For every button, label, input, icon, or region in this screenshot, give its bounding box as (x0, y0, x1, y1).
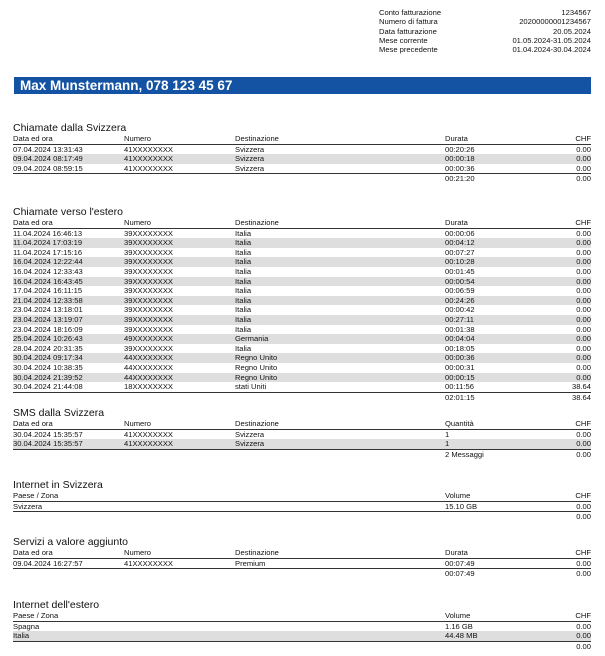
table-cell: 41XXXXXXXX (124, 144, 173, 154)
column-header: Destinazione (235, 419, 445, 429)
table-cell: 0.00 (560, 334, 591, 344)
column-header: Data ed ora (13, 548, 124, 558)
section-sms-switzerland (13, 407, 591, 459)
table-cell: Italia (235, 228, 252, 238)
table-cell: 23.04.2024 13:18:01 (13, 305, 83, 315)
section-table (13, 419, 591, 459)
table-cell (124, 631, 235, 641)
section-table (13, 548, 591, 579)
table-cell: 11.04.2024 17:03:19 (13, 238, 124, 248)
table-cell: 30.04.2024 15:35:57 (13, 439, 124, 449)
table-cell: Italia (235, 257, 445, 267)
total-cell (124, 174, 235, 184)
table-cell: 0.00 (576, 324, 591, 334)
table-row (13, 363, 591, 373)
table-cell: 0.00 (560, 631, 591, 641)
table-row (13, 315, 591, 325)
table-cell: 0.00 (576, 305, 591, 315)
total-cell: 00:21:20 (445, 174, 560, 184)
column-header: Durata (445, 548, 560, 558)
table-cell: 00:20:26 (445, 144, 475, 154)
table-cell: Regno Unito (235, 373, 445, 383)
table-cell: 0.00 (560, 238, 591, 248)
table-row (13, 353, 591, 363)
column-header: CHF (560, 419, 591, 429)
table-cell (235, 501, 445, 512)
table-cell: Svizzera (235, 144, 265, 154)
table-cell: 16.04.2024 12:22:44 (13, 257, 124, 267)
total-cell (13, 512, 124, 522)
table-cell: 0.00 (576, 501, 591, 511)
table-row (13, 144, 591, 154)
column-header: CHF (560, 491, 591, 501)
column-header (235, 491, 445, 501)
meta-label: Mese precedente (379, 45, 438, 55)
table-cell: 00:00:36 (445, 163, 475, 173)
table-cell: 00:04:04 (445, 334, 560, 344)
column-header: Durata (445, 134, 560, 144)
table-cell: 0.00 (560, 296, 591, 306)
table-cell: Svizzera (235, 429, 265, 439)
table-cell: 41XXXXXXXX (124, 429, 173, 439)
column-header: Durata (445, 218, 560, 228)
total-cell: 02:01:15 (445, 392, 560, 402)
table-row (13, 373, 591, 383)
table-cell: 30.04.2024 09:17:34 (13, 353, 124, 363)
meta-label: Numero di fattura (379, 17, 438, 27)
table-cell: 39XXXXXXXX (124, 257, 235, 267)
total-cell (13, 641, 124, 651)
section-title: Chiamate verso l'estero (13, 206, 123, 218)
table-row (13, 382, 591, 392)
section-table (13, 134, 591, 184)
table-cell: Italia (235, 266, 252, 276)
meta-label: Mese corrente (379, 35, 428, 45)
table-cell: 39XXXXXXXX (124, 296, 235, 306)
table-cell: 0.00 (576, 621, 591, 631)
table-cell: 07.04.2024 13:31:43 (13, 144, 83, 154)
table-cell: 30.04.2024 21:39:52 (13, 373, 124, 383)
total-cell (124, 512, 235, 522)
table-cell: 30.04.2024 21:44:08 (13, 382, 83, 392)
table-cell: 09.04.2024 08:17:49 (13, 154, 124, 164)
table-cell: 0.00 (576, 362, 591, 372)
table-cell: Svizzera (235, 154, 445, 164)
column-header: CHF (560, 134, 591, 144)
total-cell: 38.64 (560, 392, 591, 402)
table-cell: 0.00 (576, 144, 591, 154)
table-cell: 1 (445, 439, 560, 449)
total-cell (13, 569, 124, 579)
table-cell: Italia (235, 305, 252, 315)
meta-value: 1234567 (561, 8, 591, 17)
table-cell: 39XXXXXXXX (124, 266, 173, 276)
table-cell: Italia (235, 315, 445, 325)
section-table (13, 491, 591, 522)
table-cell: 0.00 (560, 257, 591, 267)
total-cell (235, 512, 445, 522)
table-cell: 0.00 (576, 228, 591, 238)
column-header: CHF (560, 218, 591, 228)
section-internet-switzerland (13, 479, 591, 522)
table-cell: 1.16 GB (445, 621, 473, 631)
column-header: Destinazione (235, 134, 445, 144)
column-header: Quantità (445, 419, 560, 429)
section-table (13, 218, 591, 402)
table-cell: 39XXXXXXXX (124, 238, 235, 248)
table-cell: 00:01:38 (445, 324, 475, 334)
column-header: Numero (124, 218, 235, 228)
column-header: Numero (124, 134, 235, 144)
table-row (13, 296, 591, 306)
total-row (13, 449, 591, 459)
table-row (13, 305, 591, 315)
table-row (13, 621, 591, 631)
table-row (13, 248, 591, 258)
table-row (13, 558, 591, 569)
total-cell: 0.00 (560, 449, 591, 459)
table-row (13, 228, 591, 238)
table-cell: 41XXXXXXXX (124, 163, 173, 173)
table-cell: stati Uniti (235, 382, 267, 392)
meta-value: 20200000001234567 (519, 17, 591, 27)
table-row (13, 257, 591, 267)
table-cell: Italia (235, 238, 445, 248)
table-cell (124, 501, 235, 512)
column-header: Destinazione (235, 548, 445, 558)
section-table (13, 611, 591, 651)
table-cell: 00:27:11 (445, 315, 560, 325)
table-cell: Italia (235, 286, 252, 296)
table-cell (235, 621, 445, 631)
table-cell: 00:06:59 (445, 286, 475, 296)
column-header: CHF (560, 548, 591, 558)
total-row (13, 174, 591, 184)
table-header (13, 611, 591, 621)
total-cell (13, 174, 124, 184)
table-cell: 44XXXXXXXX (124, 362, 173, 372)
table-cell: 00:00:15 (445, 373, 560, 383)
meta-row (379, 8, 591, 17)
total-row (13, 569, 591, 579)
meta-row (379, 17, 591, 26)
table-cell: 15.10 GB (445, 501, 478, 511)
table-cell: 16.04.2024 12:33:43 (13, 266, 83, 276)
column-header: Numero (124, 419, 235, 429)
table-cell (235, 631, 445, 641)
table-cell: 30.04.2024 15:35:57 (13, 429, 83, 439)
table-cell: 00:00:31 (445, 362, 475, 372)
table-cell: 28.04.2024 20:31:35 (13, 343, 83, 353)
table-cell: 0.00 (576, 247, 591, 257)
table-cell: 41XXXXXXXX (124, 154, 235, 164)
total-cell (235, 392, 445, 402)
meta-label: Conto fatturazione (379, 8, 442, 17)
table-cell: 0.00 (560, 353, 591, 363)
table-cell: 39XXXXXXXX (124, 324, 173, 334)
table-cell: 00:18:05 (445, 343, 475, 353)
table-row (13, 344, 591, 354)
table-cell: 44XXXXXXXX (124, 353, 235, 363)
invoice-meta (379, 8, 591, 54)
table-cell: 39XXXXXXXX (124, 228, 173, 238)
total-cell (235, 449, 445, 459)
table-cell: 00:00:42 (445, 305, 475, 315)
table-cell: Premium (235, 558, 266, 568)
table-cell: 39XXXXXXXX (124, 315, 235, 325)
table-header (13, 419, 591, 429)
total-cell: 00:07:49 (445, 569, 560, 579)
table-cell: 38.64 (571, 382, 591, 392)
total-cell (13, 392, 124, 402)
table-row (13, 439, 591, 449)
total-cell (124, 449, 235, 459)
column-header: Data ed ora (13, 134, 124, 144)
total-cell (13, 449, 124, 459)
total-cell (124, 569, 235, 579)
total-cell: 2 Messaggi (445, 449, 560, 459)
table-cell: 44XXXXXXXX (124, 373, 235, 383)
section-internet-abroad (13, 599, 591, 651)
table-cell: 00:10:28 (445, 257, 560, 267)
total-row (13, 392, 591, 402)
total-cell (124, 392, 235, 402)
column-header (124, 491, 235, 501)
total-row (13, 641, 591, 651)
meta-row (379, 27, 591, 36)
table-row (13, 501, 591, 512)
table-cell: 39XXXXXXXX (124, 286, 173, 296)
table-cell: 44.48 MB (445, 631, 560, 641)
table-cell: 00:00:36 (445, 353, 560, 363)
table-cell: Italia (235, 277, 445, 287)
meta-row (379, 45, 591, 54)
meta-label: Data fatturazione (379, 26, 437, 36)
table-cell: Svizzera (13, 501, 43, 511)
table-row (13, 325, 591, 335)
table-cell: 25.04.2024 10:26:43 (13, 334, 124, 344)
table-cell: 0.00 (560, 315, 591, 325)
table-cell: 0.00 (560, 277, 591, 287)
table-cell: 49XXXXXXXX (124, 334, 235, 344)
table-cell: Italia (235, 324, 252, 334)
table-cell: Italia (13, 631, 124, 641)
table-cell: 0.00 (576, 163, 591, 173)
table-header (13, 491, 591, 501)
table-cell: 39XXXXXXXX (124, 277, 235, 287)
section-title: SMS dalla Svizzera (13, 407, 105, 419)
meta-value: 01.04.2024-30.04.2024 (512, 45, 591, 55)
table-cell: Regno Unito (235, 362, 278, 372)
table-cell: 00:11:56 (445, 382, 474, 392)
section-calls-switzerland (13, 122, 591, 184)
column-header (124, 611, 235, 621)
table-row (13, 154, 591, 164)
table-row (13, 277, 591, 287)
table-row (13, 631, 591, 641)
table-cell: Svizzera (235, 439, 445, 449)
table-cell: 0.00 (560, 439, 591, 449)
table-cell: 09.04.2024 08:59:15 (13, 163, 83, 173)
section-value-added-services (13, 536, 591, 579)
table-header (13, 134, 591, 144)
table-cell: 00:24:26 (445, 296, 560, 306)
table-cell: Spagna (13, 621, 40, 631)
total-cell: 0.00 (560, 569, 591, 579)
table-cell: Italia (235, 343, 252, 353)
table-cell: Regno Unito (235, 353, 445, 363)
table-cell: 21.04.2024 12:33:58 (13, 296, 124, 306)
section-title: Chiamate dalla Svizzera (13, 122, 127, 134)
total-cell: 0.00 (560, 174, 591, 184)
table-cell: 16.04.2024 16:43:45 (13, 277, 124, 287)
table-header (13, 548, 591, 558)
table-cell: 39XXXXXXXX (124, 305, 173, 315)
customer-banner: Max Munstermann, 078 123 45 67 (14, 77, 591, 94)
section-title: Servizi a valore aggiunto (13, 536, 128, 548)
table-header (13, 218, 591, 228)
meta-row (379, 36, 591, 45)
column-header: Paese / Zona (13, 491, 124, 501)
table-cell: 00:00:54 (445, 277, 560, 287)
table-cell: 11.04.2024 17:15:16 (13, 247, 83, 257)
table-cell: 39XXXXXXXX (124, 247, 173, 257)
column-header: Paese / Zona (13, 611, 124, 621)
table-row (13, 429, 591, 439)
table-cell: 11.04.2024 16:46:13 (13, 228, 83, 238)
table-cell: 09.04.2024 16:27:57 (13, 558, 83, 568)
column-header: Data ed ora (13, 218, 124, 228)
table-cell: 0.00 (576, 558, 591, 568)
table-cell: Svizzera (235, 163, 265, 173)
table-cell: 0.00 (576, 429, 591, 439)
table-cell: 41XXXXXXXX (124, 439, 235, 449)
total-cell (445, 641, 560, 651)
table-cell: 0.00 (576, 343, 591, 353)
total-row (13, 512, 591, 522)
total-cell: 0.00 (560, 512, 591, 522)
column-header: CHF (560, 611, 591, 621)
table-row (13, 267, 591, 277)
total-cell (235, 641, 445, 651)
table-cell: 00:00:18 (445, 154, 560, 164)
table-cell: 30.04.2024 10:38:35 (13, 362, 83, 372)
table-cell (124, 621, 235, 631)
table-cell: 0.00 (560, 154, 591, 164)
table-row (13, 286, 591, 296)
section-calls-abroad (13, 206, 591, 402)
total-cell (235, 174, 445, 184)
meta-value: 01.05.2024-31.05.2024 (512, 35, 591, 45)
column-header: Destinazione (235, 218, 445, 228)
table-cell: 00:00:06 (445, 228, 475, 238)
section-title: Internet dell'estero (13, 599, 100, 611)
total-cell (445, 512, 560, 522)
column-header: Numero (124, 548, 235, 558)
column-header: Data ed ora (13, 419, 124, 429)
table-cell: Italia (235, 296, 445, 306)
table-cell: 39XXXXXXXX (124, 343, 173, 353)
table-cell: 1 (445, 429, 450, 439)
column-header: Volume (445, 491, 560, 501)
column-header: Volume (445, 611, 560, 621)
total-cell (235, 569, 445, 579)
section-title: Internet in Svizzera (13, 479, 103, 491)
table-cell: 0.00 (576, 286, 591, 296)
meta-value: 20.05.2024 (552, 26, 591, 36)
table-cell: 00:07:27 (445, 247, 475, 257)
table-cell: 17.04.2024 16:11:15 (13, 286, 83, 296)
table-cell: 41XXXXXXXX (124, 558, 173, 568)
total-cell (124, 641, 235, 651)
table-cell: 23.04.2024 13:19:07 (13, 315, 124, 325)
table-cell: 00:04:12 (445, 238, 560, 248)
table-cell: 18XXXXXXXX (124, 382, 173, 392)
table-row (13, 238, 591, 248)
table-cell: 0.00 (560, 373, 591, 383)
table-cell: Germania (235, 334, 445, 344)
table-cell: 00:07:49 (445, 558, 475, 568)
column-header (235, 611, 445, 621)
table-cell: Italia (235, 247, 252, 257)
table-row (13, 334, 591, 344)
table-cell: 00:01:45 (445, 266, 475, 276)
table-cell: 23.04.2024 18:16:09 (13, 324, 83, 334)
total-cell: 0.00 (560, 641, 591, 651)
table-cell: 0.00 (576, 266, 591, 276)
table-row (13, 164, 591, 174)
